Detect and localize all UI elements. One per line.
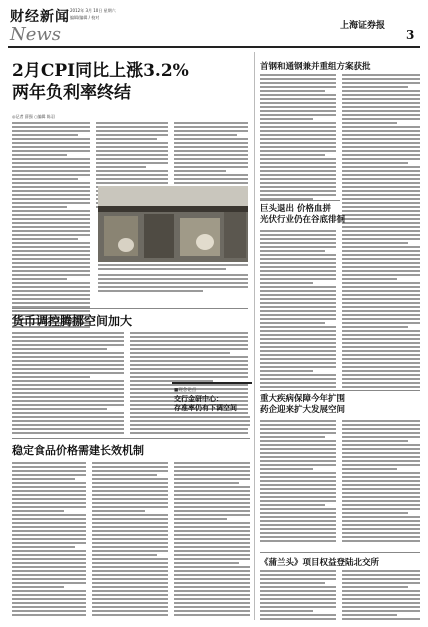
page-number: 3: [406, 28, 415, 42]
article1-rule: [12, 308, 248, 309]
article3-title: 首钢和通钢兼并重组方案获批: [260, 62, 371, 72]
article2-title: 稳定食品价格需建长效机制: [12, 444, 144, 457]
lead-body-col4: [98, 274, 248, 294]
article6-body-col1: [260, 570, 336, 622]
article5-body-col1: [260, 420, 336, 544]
column-divider: [254, 52, 255, 620]
article6-title: 《蒲兰头》项目权益登陆北交所: [260, 558, 380, 568]
sidebar-box: [172, 382, 252, 436]
paper-name: 财经新闻: [10, 9, 70, 25]
article5-title: 重大疾病保障今年扩围 药企迎来扩大发展空间: [260, 394, 346, 415]
article4-body-col2: [342, 230, 420, 390]
lead-body-col1: [12, 122, 90, 330]
article2-body-col3: [174, 462, 250, 618]
lead-byline: ◎记者 薛强 ○编辑 陈羽: [12, 114, 55, 119]
article2-rule: [12, 438, 250, 439]
lead-headline: 2月CPI同比上涨3.2% 两年负利率终结: [12, 61, 189, 103]
article3-body-col2: [342, 74, 420, 234]
sidebar-title: 交行金研中心： 存准率仍有下调空间: [174, 394, 237, 412]
editor-line: 编辑/编辑 / 校对: [70, 15, 100, 20]
sidebar-tag: ■观念论点: [174, 388, 197, 393]
article3-body-col1: [260, 74, 336, 202]
lead-photo-caption: [98, 264, 248, 272]
section-label: News: [10, 24, 62, 45]
lead-photo: [98, 186, 248, 262]
article6-body-col2: [342, 570, 420, 622]
article1-title: 货币调控腾挪空间加大: [12, 314, 133, 328]
article4-title: 巨头退出 价格血拼 光伏行业仍在谷底徘徊: [260, 204, 346, 225]
issue-date: 2012年 3月 10日 星期六: [70, 8, 116, 13]
article2-body-col1: [12, 462, 86, 618]
header-rule: [8, 46, 420, 48]
article2-body-col2: [92, 462, 168, 618]
article4-body-col1: [260, 230, 336, 390]
article6-rule: [260, 552, 420, 553]
article5-rule: [260, 390, 420, 391]
article4-rule: [260, 200, 340, 201]
masthead-name: 上海证券报: [340, 21, 386, 31]
sidebar-body: [174, 416, 250, 432]
header: [8, 6, 420, 46]
article1-body-col1: [12, 332, 124, 436]
article5-body-col2: [342, 420, 420, 544]
